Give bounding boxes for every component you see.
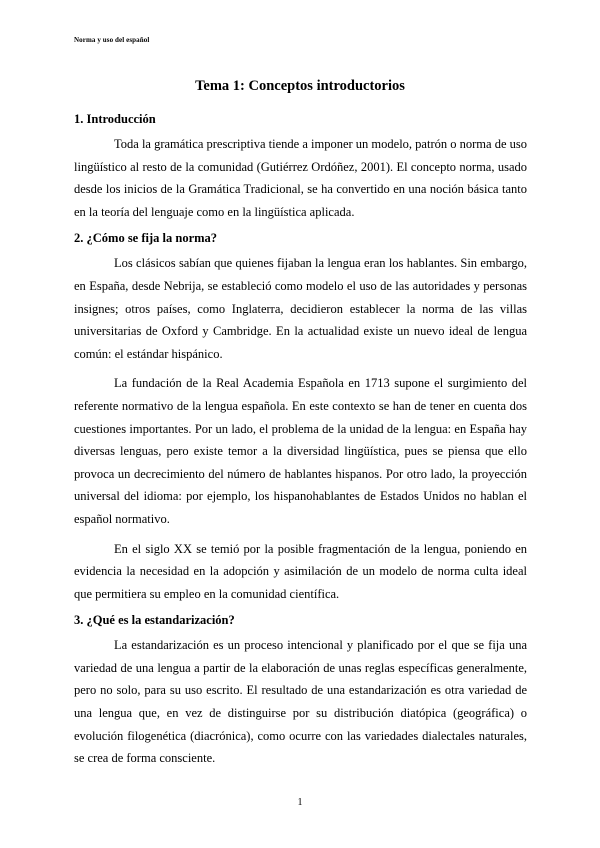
document-body xyxy=(74,110,527,777)
paragraph: En el siglo XX se temió por la posible fragmentación de la lengua, poniendo en evidencia la necesidad en la adopción y asimilación de un modelo de norma culta ideal que permitiera su empleo en la comunidad científica. xyxy=(74,541,527,601)
paragraph: La fundación de la Real Academia Española en 1713 supone el surgimiento del referente normativo de la lengua española. En este contexto se han de tener en cuenta dos cuestiones importantes. Por un lado, el problema de la unidad de la lengua: en España hay diversas lenguas, pero existe temor a la diversidad lingüística, pues se piensa que ello provoca un decrecimiento del número de hablantes hispanos. Por otro lado, la proyección universal del idioma: por ejemplo, los hispanohablantes de Estados Unidos no hablan el español normativo. xyxy=(74,376,527,526)
section-introduccion xyxy=(74,110,527,223)
document-title: Tema 1: Conceptos introductorios xyxy=(195,78,405,94)
section-como-se-fija-la-norma xyxy=(74,229,527,605)
section-estandarizacion xyxy=(74,611,527,770)
section-heading: 3. ¿Qué es la estandarización? xyxy=(74,613,235,628)
running-header: Norma y uso del español xyxy=(74,36,150,44)
section-heading: 1. Introducción xyxy=(74,112,156,126)
paragraph: La estandarización es un proceso intencional y planificado por el que se fija una variedad de una lengua a partir de la elaboración de unas reglas específicas generalmente, pero no solo, para su uso escrito. El resultado de una estandarización es otra variedad de una lengua que, en vez de distinguirse por su distribución diatópica (geográfica) o evolución filogenética (diacrónica), como ocurre con las variedades dialectales naturales, se crea de forma consciente. xyxy=(74,638,527,766)
paragraph: Los clásicos sabían que quienes fijaban la lengua eran los hablantes. Sin embargo, en España, desde Nebrija, se estableció como modelo el uso de las autoridades y personas insignes; otros países, como Inglaterra, decidieron establecer la norma de las villas universitarias de Oxford y Cambridge. En la actualidad existe un nuevo ideal de lengua común: el estándar hispánico. xyxy=(74,256,527,361)
paragraph: Toda la gramática prescriptiva tiende a imponer un modelo, patrón o norma de uso lingüístico al resto de la comunidad (Gutiérrez Ordóñez, 2001). El concepto norma, usado desde los inicios de la Gramática Tradicional, se ha convertido en una noción básica tanto en la teoría del lenguaje como en la lingüística aplicada. xyxy=(74,137,527,219)
section-heading: 2. ¿Cómo se fija la norma? xyxy=(74,231,218,246)
page-number: 1 xyxy=(297,797,303,808)
